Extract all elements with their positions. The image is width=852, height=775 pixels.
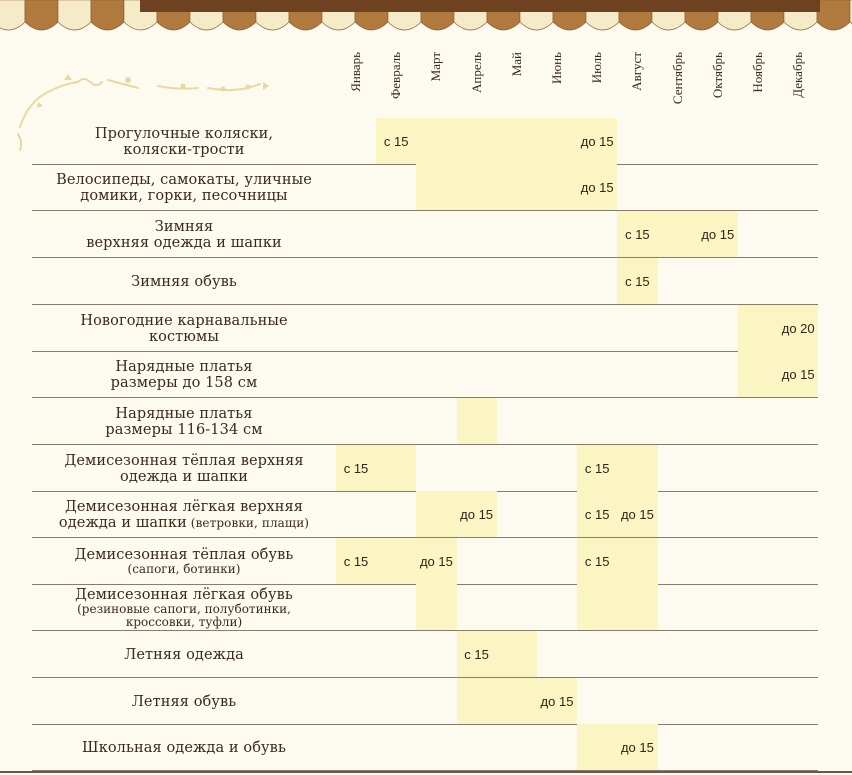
row-label bbox=[32, 211, 336, 258]
month-label: Июль bbox=[589, 52, 605, 84]
row-label bbox=[32, 724, 336, 771]
table-row bbox=[32, 631, 818, 678]
month-label: Декабрь bbox=[790, 52, 806, 98]
table-row bbox=[32, 211, 818, 258]
date-cell: до 15 bbox=[701, 227, 735, 242]
date-cell: до 15 bbox=[580, 180, 614, 195]
date-cell: с 15 bbox=[584, 554, 610, 569]
date-cell: с 15 bbox=[383, 134, 409, 149]
row-label bbox=[32, 445, 336, 492]
table-row bbox=[32, 351, 818, 398]
date-cell: с 15 bbox=[464, 647, 489, 662]
category-text: Прогулочные коляски, коляски-трости bbox=[94, 125, 274, 158]
category-name bbox=[111, 359, 258, 391]
category-name bbox=[131, 274, 237, 290]
table-row bbox=[32, 678, 818, 725]
row-label bbox=[32, 538, 336, 585]
row-label bbox=[32, 398, 336, 445]
category-name bbox=[56, 172, 312, 204]
category-text: Демисезонная лёгкая обувь bbox=[75, 586, 293, 603]
row-label bbox=[32, 631, 336, 678]
date-cell: до 15 bbox=[540, 694, 574, 709]
category-text: Нарядные платья размеры 116-134 см bbox=[105, 405, 263, 438]
category-name bbox=[124, 647, 244, 663]
category-text: Демисезонная лёгкая верхняя одежда и шапки bbox=[58, 498, 304, 531]
category-name bbox=[82, 740, 286, 756]
category-text: Зимняя обувь bbox=[131, 273, 237, 290]
date-cell: с 15 bbox=[584, 507, 610, 522]
table-row bbox=[32, 491, 818, 538]
month-label: Март bbox=[428, 52, 444, 82]
month-header bbox=[376, 52, 416, 116]
month-label: Июнь bbox=[549, 52, 564, 84]
date-cell: до 15 bbox=[460, 507, 494, 522]
category-text: Летняя обувь bbox=[131, 693, 237, 710]
table-row bbox=[32, 584, 818, 631]
table-row bbox=[32, 724, 818, 771]
date-cell: до 15 bbox=[419, 554, 453, 569]
table-row bbox=[32, 445, 818, 492]
month-label: Апрель bbox=[468, 52, 484, 94]
period-highlight bbox=[416, 584, 456, 631]
row-label bbox=[32, 351, 336, 398]
category-name bbox=[132, 694, 237, 710]
row-label bbox=[32, 678, 336, 725]
date-cell: с 15 bbox=[343, 461, 369, 476]
table-row bbox=[32, 305, 818, 352]
period-highlight bbox=[457, 398, 497, 445]
month-header bbox=[577, 52, 617, 116]
row-label bbox=[32, 491, 336, 538]
category-text: Новогодние карнавальные костюмы bbox=[80, 312, 288, 345]
date-cell: до 20 bbox=[781, 321, 815, 336]
month-label: Сентябрь bbox=[669, 52, 685, 105]
month-label: Январь bbox=[348, 52, 363, 92]
category-text: Демисезонная тёплая обувь bbox=[74, 547, 294, 563]
category-note: (сапоги, ботинки) bbox=[127, 562, 241, 576]
category-text: Зимняя верхняя одежда и шапки bbox=[86, 218, 282, 251]
category-name bbox=[80, 313, 287, 345]
month-header bbox=[336, 52, 376, 116]
month-label: Август bbox=[629, 52, 645, 91]
category-name bbox=[75, 547, 294, 563]
date-cell: до 15 bbox=[580, 134, 614, 149]
row-label bbox=[32, 164, 336, 211]
month-header bbox=[778, 52, 818, 116]
category-name bbox=[75, 587, 293, 603]
category-text: Велосипеды, самокаты, уличные домики, горки, песочницы bbox=[56, 171, 312, 204]
row-label bbox=[32, 584, 336, 631]
month-header bbox=[416, 52, 456, 116]
table-row bbox=[32, 398, 818, 445]
table-bottom-border bbox=[0, 771, 852, 773]
month-label: Ноябрь bbox=[750, 52, 765, 93]
table-row bbox=[32, 258, 818, 305]
category-note: (резиновые сапоги, полуботинки, кроссовки, туфли) bbox=[77, 601, 291, 629]
row-label bbox=[32, 305, 336, 352]
category-text: Демисезонная тёплая верхняя одежда и шапки bbox=[64, 452, 304, 485]
month-header bbox=[497, 52, 537, 116]
date-cell: с 15 bbox=[625, 227, 650, 242]
category-text: Летняя одежда bbox=[124, 646, 244, 663]
table-row bbox=[32, 118, 818, 165]
row-label bbox=[32, 118, 336, 165]
date-cell: с 15 bbox=[625, 274, 650, 289]
category-note: (ветровки, плащи) bbox=[186, 515, 310, 530]
date-cell: до 15 bbox=[620, 507, 654, 522]
month-header bbox=[698, 52, 738, 116]
table-row bbox=[32, 538, 818, 585]
month-header bbox=[537, 52, 577, 116]
date-cell: с 15 bbox=[343, 554, 369, 569]
month-header bbox=[617, 52, 657, 116]
date-cell: до 15 bbox=[620, 740, 654, 755]
category-text: Нарядные платья размеры до 158 см bbox=[110, 358, 258, 391]
month-header bbox=[738, 52, 778, 116]
table-row bbox=[32, 164, 818, 211]
month-header bbox=[457, 52, 497, 116]
period-highlight bbox=[577, 584, 657, 631]
date-cell: с 15 bbox=[584, 461, 610, 476]
month-label: Октябрь bbox=[709, 52, 725, 99]
awning-decoration bbox=[0, 0, 852, 40]
month-header bbox=[658, 52, 698, 116]
category-name bbox=[105, 406, 262, 438]
row-label bbox=[32, 258, 336, 305]
month-label: Май bbox=[508, 52, 524, 77]
category-name bbox=[64, 453, 303, 485]
month-label: Февраль bbox=[388, 52, 404, 99]
category-text: Школьная одежда и обувь bbox=[82, 739, 286, 756]
date-cell: до 15 bbox=[781, 367, 815, 382]
category-name bbox=[59, 499, 309, 531]
category-name bbox=[86, 219, 282, 251]
category-name bbox=[95, 126, 273, 158]
